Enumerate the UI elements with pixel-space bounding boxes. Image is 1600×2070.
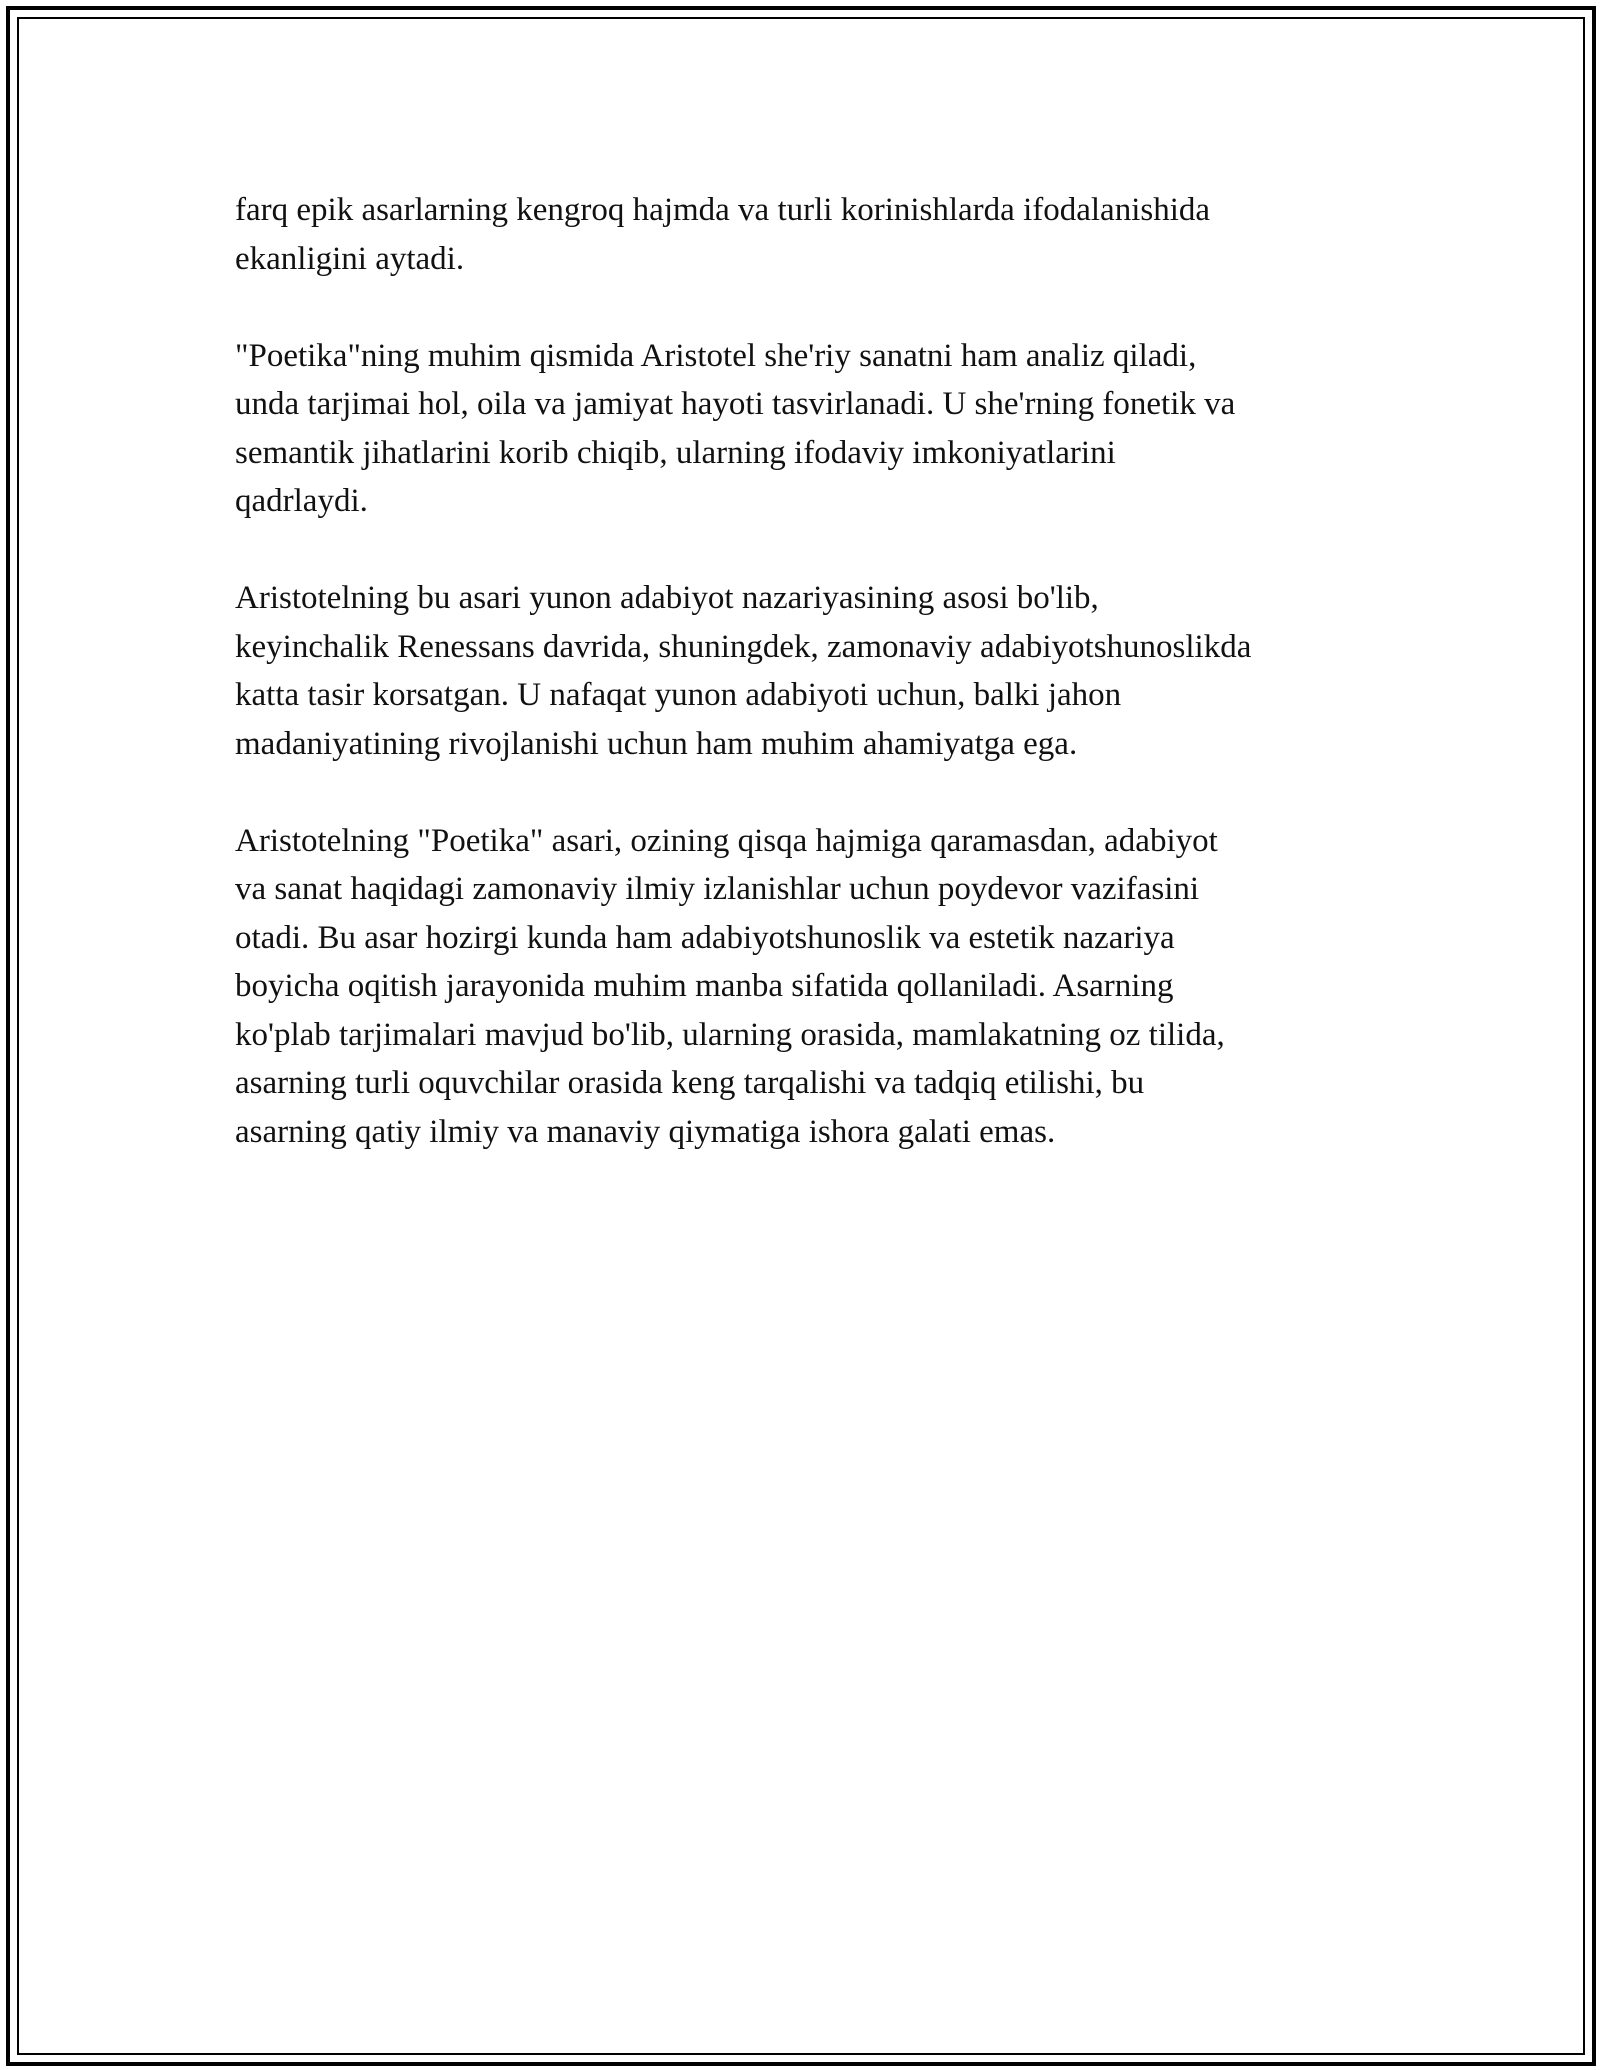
paragraph-1: farq epik asarlarning kengroq hajmda va turli korinishlarda ifodalanishida ekanligini aytadi. bbox=[235, 192, 1211, 277]
document-body bbox=[235, 186, 1395, 1205]
paragraph-3: Aristotelning bu asari yunon adabiyot nazariyasining asosi bo'lib, keyinchalik Renessans davrida, shuningdek, zamonaviy adabiyotshunoslikda katta tasir korsatgan. U nafaqat yunon adabiyoti uchun, balki jahon madaniyatining rivojlanishi uchun ham muhim ahamiyatga ega. bbox=[235, 580, 1252, 762]
paragraph-2: "Poetika"ning muhim qismida Aristotel she'riy sanatni ham analiz qiladi, unda tarjimai hol, oila va jamiyat hayoti tasvirlanadi. U she'rning fonetik va semantik jihatlarini korib chiqib, ularning ifodaviy imkoniyatlarini qadrlaydi. bbox=[235, 337, 1236, 519]
paragraph-4: Aristotelning "Poetika" asari, ozining qisqa hajmiga qaramasdan, adabiyot va sanat haqidagi zamonaviy ilmiy izlanishlar uchun poydevor vazifasini otadi. Bu asar hozirgi kunda ham adabiyotshunoslik va estetik nazariya boyicha oqitish jarayonida muhim manba sifatida qollaniladi. Asarning ko'plab tarjimalari mavjud bo'lib, ularning orasida, mamlakatning oz tilida, asarning turli oquvchilar orasida keng tarqalishi va tadqiq etilishi, bu asarning qatiy ilmiy va manaviy qiymatiga ishora galati emas. bbox=[235, 822, 1225, 1150]
